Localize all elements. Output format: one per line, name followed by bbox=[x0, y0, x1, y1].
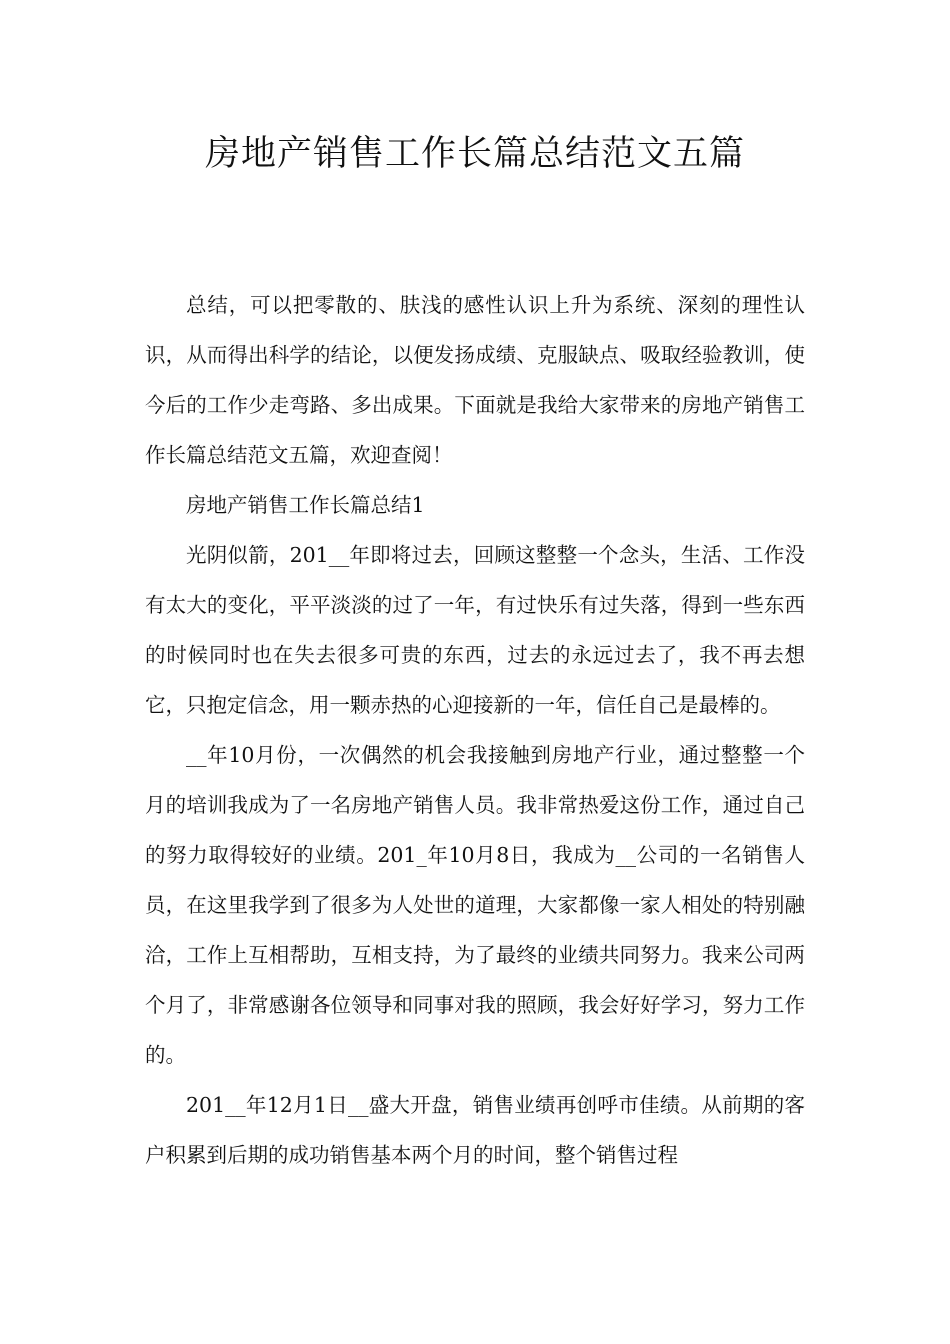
section-heading: 房地产销售工作长篇总结1 bbox=[186, 493, 425, 517]
document-title: 房地产销售工作长篇总结范文五篇 bbox=[204, 134, 745, 174]
intro-paragraph: 总结，可以把零散的、肤浅的感性认识上升为系统、深刻的理性认识，从而得出科学的结论，以便发扬成绩、克服缺点、吸取经验教训，使今后的工作少走弯路、多出成果。下面就是我给大家带来的房地产销售工作长篇总结范文五篇，欢迎查阅！ bbox=[145, 293, 805, 467]
body-paragraph: 光阴似箭，201__年即将过去，回顾这整整一个念头，生活、工作没有太大的变化，平平淡淡的过了一年，有过快乐有过失落，得到一些东西的时候同时也在失去很多可贵的东西，过去的永远过去了，我不再去想它，只抱定信念，用一颗赤热的心迎接新的一年，信任自己是最棒的。 bbox=[145, 543, 805, 717]
document-body bbox=[145, 280, 805, 1180]
body-paragraph: 201__年12月1日__盛大开盘，销售业绩再创呼市佳绩。从前期的客户积累到后期的成功销售基本两个月的时间，整个销售过程 bbox=[145, 1093, 805, 1167]
body-paragraph: __年10月份，一次偶然的机会我接触到房地产行业，通过整整一个月的培训我成为了一名房地产销售人员。我非常热爱这份工作，通过自己的努力取得较好的业绩。201_年10月8日，我成为__公司的一名销售人员，在这里我学到了很多为人处世的道理，大家都像一家人相处的特别融洽，工作上互相帮助，互相支持，为了最终的业绩共同努力。我来公司两个月了，非常感谢各位领导和同事对我的照顾，我会好好学习，努力工作的。 bbox=[145, 743, 805, 1067]
